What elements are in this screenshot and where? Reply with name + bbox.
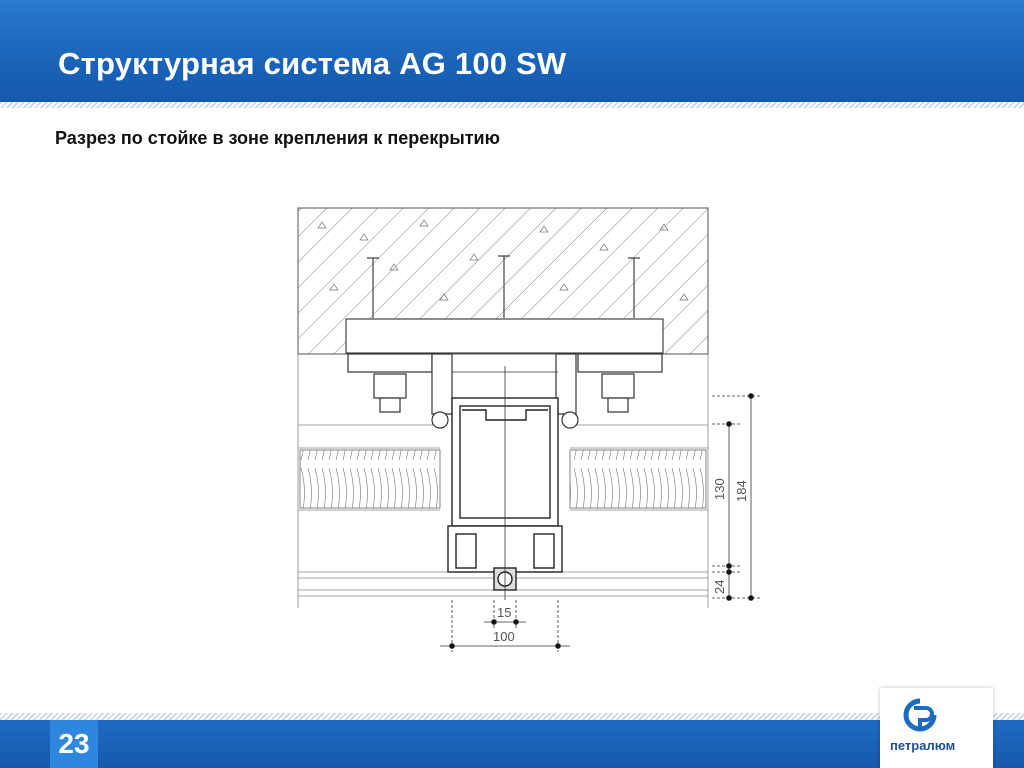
concrete-slab xyxy=(298,208,708,354)
company-logo xyxy=(880,688,993,768)
page-number: 23 xyxy=(50,720,98,768)
dimension-184: 184 xyxy=(734,480,749,502)
petralum-logo-icon xyxy=(902,698,938,732)
slide-subtitle: Разрез по стойке в зоне крепления к перекрытию xyxy=(55,128,500,148)
dimension-100: 100 xyxy=(493,629,515,644)
insulation-left xyxy=(300,450,440,508)
dimension-130: 130 xyxy=(712,478,727,500)
section-drawing xyxy=(280,196,770,656)
dimension-24: 24 xyxy=(712,579,727,594)
insulation-right xyxy=(570,450,706,508)
bracket-left xyxy=(348,354,452,428)
slide-title: Структурная система AG 100 SW xyxy=(58,46,567,81)
logo-text: петралюм xyxy=(890,738,956,753)
footer-bar xyxy=(0,720,1024,768)
dimension-15: 15 xyxy=(497,605,512,620)
bracket-right xyxy=(556,354,662,428)
footer-divider xyxy=(0,713,1024,720)
header-divider xyxy=(0,102,1024,108)
